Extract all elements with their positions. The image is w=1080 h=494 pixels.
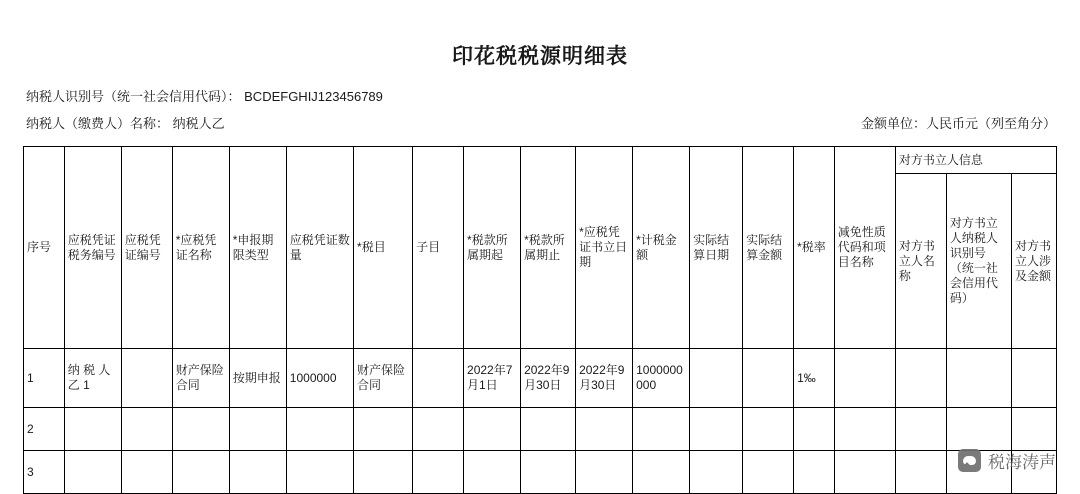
cell-period-end — [521, 408, 576, 451]
cell-voucher-tax-no: 纳 税 人 乙 1 — [64, 349, 121, 408]
cell-taxable-amount: 1000000000 — [633, 349, 690, 408]
cell-settlement-date — [690, 408, 743, 451]
cell-voucher-quantity — [286, 451, 353, 494]
cell-reduction-code — [834, 349, 895, 408]
cell-declare-period-type: 按期申报 — [229, 349, 286, 408]
cell-voucher-date: 2022年9月30日 — [576, 349, 633, 408]
cell-settlement-amount — [743, 451, 794, 494]
cell-reduction-code — [834, 451, 895, 494]
col-header-voucher-quantity: 应税凭证数量 — [286, 147, 353, 349]
cell-counterparty-amount — [1012, 349, 1057, 408]
col-header-counterparty-group: 对方书立人信息 — [895, 147, 1056, 174]
cell-period-end: 2022年9月30日 — [521, 349, 576, 408]
cell-declare-period-type — [229, 451, 286, 494]
cell-counterparty-name — [895, 408, 946, 451]
col-header-settlement-amount: 实际结算金额 — [743, 147, 794, 349]
col-header-sub-item: 子目 — [413, 147, 464, 349]
col-header-counterparty-id: 对方书立人纳税人识别号（统一社会信用代码） — [946, 174, 1011, 349]
cell-counterparty-name — [895, 349, 946, 408]
col-header-taxable-amount: *计税金额 — [633, 147, 690, 349]
amount-unit-note: 金额单位：人民币元（列至角分） — [860, 116, 1056, 131]
col-header-reduction-code: 减免性质代码和项目名称 — [834, 147, 895, 349]
taxpayer-name-line — [0, 113, 1080, 132]
col-header-declare-period-type: *申报期限类型 — [229, 147, 286, 349]
cell-tax-rate — [794, 408, 835, 451]
cell-voucher-date — [576, 451, 633, 494]
tax-source-table — [23, 146, 1057, 494]
cell-taxable-amount — [633, 451, 690, 494]
cell-counterparty-id — [946, 408, 1011, 451]
col-header-period-start: *税款所属期起 — [464, 147, 521, 349]
cell-period-start — [464, 451, 521, 494]
watermark-text: 税海涛声 — [988, 453, 1056, 472]
table-row — [24, 408, 1057, 451]
col-header-counterparty-name: 对方书立人名称 — [895, 174, 946, 349]
taxpayer-name-label: 纳税人（缴费人）名称： — [26, 116, 170, 131]
cell-period-end — [521, 451, 576, 494]
cell-sub-item — [413, 451, 464, 494]
cell-voucher-name — [172, 451, 229, 494]
col-header-settlement-date: 实际结算日期 — [690, 147, 743, 349]
cell-counterparty-amount — [1012, 408, 1057, 451]
cell-voucher-quantity — [286, 408, 353, 451]
cell-settlement-amount — [743, 349, 794, 408]
table-row — [24, 451, 1057, 494]
table-group-header-row — [24, 147, 1057, 174]
cell-voucher-no — [121, 408, 172, 451]
cell-index: 1 — [24, 349, 65, 408]
cell-counterparty-id — [946, 349, 1011, 408]
cell-period-start: 2022年7月1日 — [464, 349, 521, 408]
cell-counterparty-name — [895, 451, 946, 494]
col-header-period-end: *税款所属期止 — [521, 147, 576, 349]
cell-tax-item — [354, 408, 413, 451]
cell-settlement-date — [690, 349, 743, 408]
cell-voucher-quantity: 1000000 — [286, 349, 353, 408]
cell-voucher-no — [121, 451, 172, 494]
table-row — [24, 349, 1057, 408]
taxpayer-id-line — [0, 86, 1080, 105]
col-header-voucher-tax-no: 应税凭证税务编号 — [64, 147, 121, 349]
cell-voucher-no — [121, 349, 172, 408]
col-header-voucher-date: *应税凭证书立日期 — [576, 147, 633, 349]
cell-tax-rate: 1‰ — [794, 349, 835, 408]
cell-settlement-date — [690, 451, 743, 494]
cell-voucher-name — [172, 408, 229, 451]
cell-index: 2 — [24, 408, 65, 451]
col-header-voucher-no: 应税凭证编号 — [121, 147, 172, 349]
cell-voucher-name: 财产保险合同 — [172, 349, 229, 408]
cell-sub-item — [413, 349, 464, 408]
col-header-tax-item: *税目 — [354, 147, 413, 349]
cell-voucher-tax-no — [64, 408, 121, 451]
cell-tax-rate — [794, 451, 835, 494]
cell-taxable-amount — [633, 408, 690, 451]
cell-index: 3 — [24, 451, 65, 494]
cell-tax-item: 财产保险合同 — [354, 349, 413, 408]
wechat-icon — [958, 449, 981, 472]
col-header-tax-rate: *税率 — [794, 147, 835, 349]
cell-voucher-tax-no — [64, 451, 121, 494]
cell-sub-item — [413, 408, 464, 451]
cell-voucher-date — [576, 408, 633, 451]
cell-reduction-code — [834, 408, 895, 451]
col-header-counterparty-amount: 对方书立人涉及金额 — [1012, 174, 1057, 349]
cell-declare-period-type — [229, 408, 286, 451]
cell-period-start — [464, 408, 521, 451]
watermark — [958, 448, 1056, 473]
col-header-voucher-name: *应税凭证名称 — [172, 147, 229, 349]
cell-settlement-amount — [743, 408, 794, 451]
page-title: 印花税税源明细表 — [452, 44, 628, 68]
col-header-index: 序号 — [24, 147, 65, 349]
taxpayer-id-value: BCDEFGHIJ123456789 — [244, 89, 383, 104]
cell-tax-item — [354, 451, 413, 494]
taxpayer-id-label: 纳税人识别号（统一社会信用代码）： — [26, 89, 241, 104]
taxpayer-name-value: 纳税人乙 — [172, 116, 225, 131]
